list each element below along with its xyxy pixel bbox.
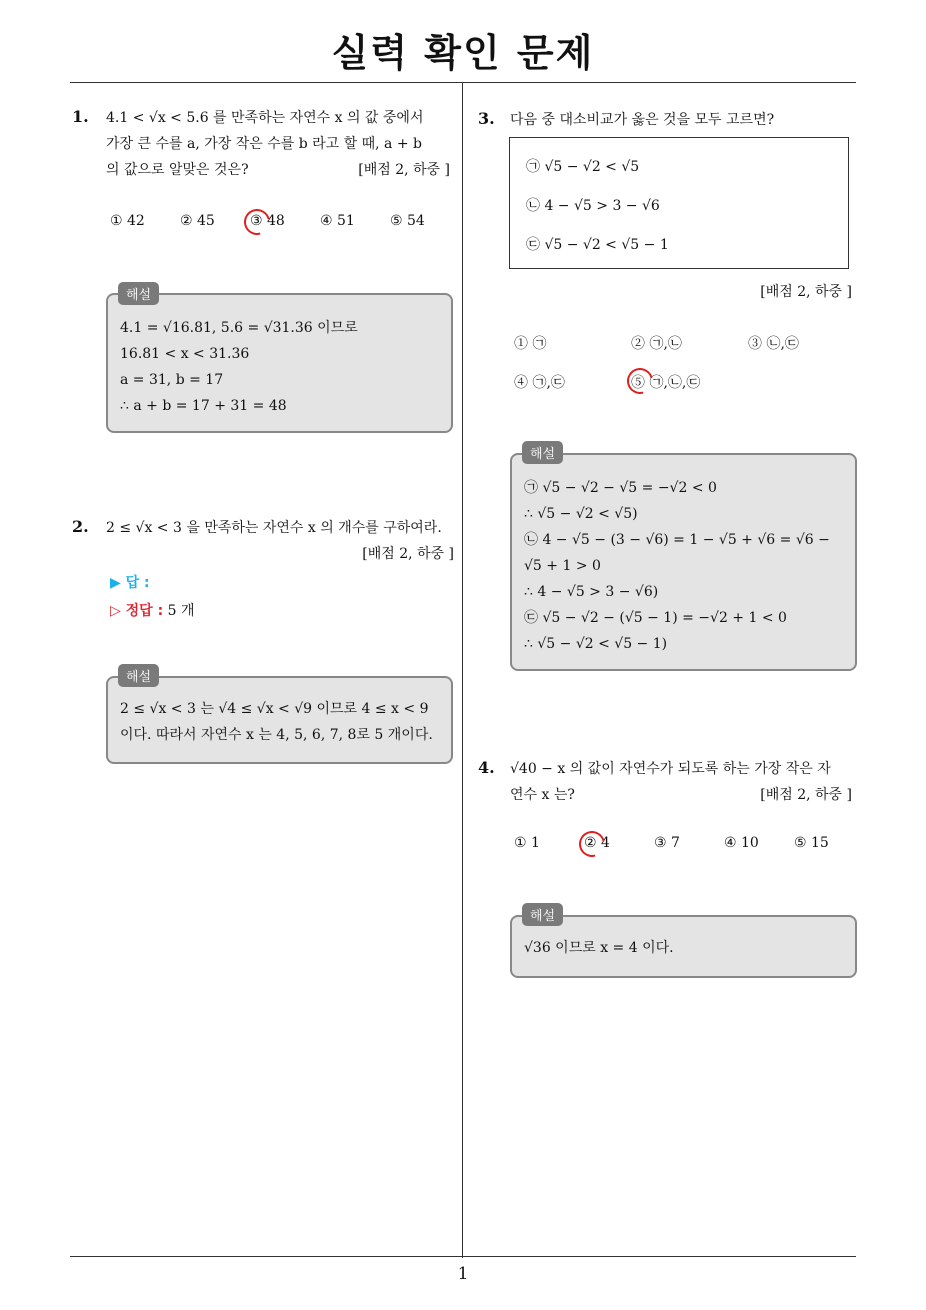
solution-line: ∴ √5 − √2 < √5) — [524, 506, 638, 522]
choice-list — [514, 333, 848, 353]
choice-3[interactable]: ③ 48 — [250, 213, 285, 229]
solution-box — [510, 453, 857, 671]
choice-2[interactable]: ② 45 — [180, 213, 215, 229]
answer-mark-icon — [574, 826, 610, 862]
question-text — [106, 515, 458, 541]
correct-value: 5 개 — [167, 603, 195, 619]
top-rule — [70, 82, 856, 83]
choice-1[interactable]: ① 42 — [110, 213, 145, 229]
column-divider — [462, 83, 463, 1258]
choice-2[interactable]: ② 4 — [584, 835, 610, 851]
option-item: ㉢ √5 − √2 < √5 − 1 — [526, 237, 669, 253]
solution-box — [106, 293, 453, 433]
solution-box — [106, 676, 453, 764]
question-number: 2. — [72, 517, 89, 536]
score-label: [배점 2, 하중 ] — [760, 284, 852, 300]
choice-5[interactable]: ⑤ 54 — [390, 213, 425, 229]
solution-line: 4.1 = √16.81, 5.6 = √31.36 이므로 — [120, 320, 358, 336]
answer-mark-icon — [622, 363, 658, 399]
score-label: [배점 2, 하중 ] — [362, 546, 454, 562]
choice-4[interactable]: ④ 51 — [320, 213, 355, 229]
question-text — [510, 107, 850, 133]
choice-2[interactable]: ② ㉠,㉡ — [631, 336, 682, 352]
solution-line: ㉠ √5 − √2 − √5 = −√2 < 0 — [524, 480, 717, 496]
correct-label: ▷ 정답 : — [110, 603, 164, 619]
score-label: [배점 2, 하중 ] — [358, 162, 450, 178]
solution-tag: 해설 — [522, 903, 563, 926]
solution-line: ∴ a + b = 17 + 31 = 48 — [120, 398, 287, 414]
question-number: 4. — [478, 758, 495, 777]
question-line: √40 − x 의 값이 자연수가 되도록 하는 가장 작은 자 — [510, 761, 831, 777]
solution-line: √36 이므로 x = 4 이다. — [524, 940, 674, 956]
solution-line: √5 + 1 > 0 — [524, 558, 601, 574]
solution-line: 이다. 따라서 자연수 x 는 4, 5, 6, 7, 8로 5 개이다. — [120, 727, 433, 743]
question-line: 의 값으로 알맞은 것은? — [106, 162, 249, 178]
choice-5[interactable]: ⑤ ㉠,㉡,㉢ — [631, 375, 701, 391]
choice-4[interactable]: ④ ㉠,㉢ — [514, 375, 565, 391]
question-line: 4.1 < √x < 5.6 를 만족하는 자연수 x 의 값 중에서 — [106, 110, 424, 126]
solution-line: ∴ √5 − √2 < √5 − 1) — [524, 636, 668, 652]
choice-3[interactable]: ③ ㉡,㉢ — [748, 336, 799, 352]
question-number: 3. — [478, 109, 495, 128]
solution-line: 16.81 < x < 31.36 — [120, 346, 250, 362]
option-item: ㉠ √5 − √2 < √5 — [526, 159, 640, 175]
answer-mark-icon — [239, 204, 275, 240]
choice-3[interactable]: ③ 7 — [654, 835, 680, 851]
question-number: 1. — [72, 107, 89, 126]
solution-line: ㉢ √5 − √2 − (√5 − 1) = −√2 + 1 < 0 — [524, 610, 787, 626]
score-label: [배점 2, 하중 ] — [760, 787, 852, 803]
solution-line: 2 ≤ √x < 3 는 √4 ≤ √x < √9 이므로 4 ≤ x < 9 — [120, 701, 429, 717]
option-item: ㉡ 4 − √5 > 3 − √6 — [526, 198, 660, 214]
page-number: 1 — [457, 1264, 469, 1284]
solution-box — [510, 915, 857, 978]
solution-line: a = 31, b = 17 — [120, 372, 224, 388]
question-line: 다음 중 대소비교가 옳은 것을 모두 고르면? — [510, 112, 775, 128]
solution-tag: 해설 — [522, 441, 563, 464]
solution-tag: 해설 — [118, 664, 159, 687]
question-line: 가장 큰 수를 a, 가장 작은 수를 b 라고 할 때, a + b — [106, 136, 422, 152]
question-line: 연수 x 는? — [510, 787, 575, 803]
solution-tag: 해설 — [118, 282, 159, 305]
choice-1[interactable]: ① ㉠ — [514, 336, 547, 352]
solution-line: ㉡ 4 − √5 − (3 − √6) = 1 − √5 + √6 = √6 − — [524, 532, 830, 548]
bottom-rule — [70, 1256, 856, 1257]
question-line: 2 ≤ √x < 3 을 만족하는 자연수 x 의 개수를 구하여라. — [106, 520, 442, 536]
choice-4[interactable]: ④ 10 — [724, 835, 759, 851]
solution-line: ∴ 4 − √5 > 3 − √6) — [524, 584, 659, 600]
option-box — [509, 137, 849, 269]
answer-input-label[interactable]: ▶ 답 : — [110, 575, 150, 591]
choice-list — [110, 213, 460, 229]
choice-1[interactable]: ① 1 — [514, 835, 540, 851]
page-title: 실력 확인 문제 — [331, 31, 595, 75]
correct-answer — [110, 600, 195, 620]
choice-5[interactable]: ⑤ 15 — [794, 835, 829, 851]
choice-list — [514, 835, 864, 851]
